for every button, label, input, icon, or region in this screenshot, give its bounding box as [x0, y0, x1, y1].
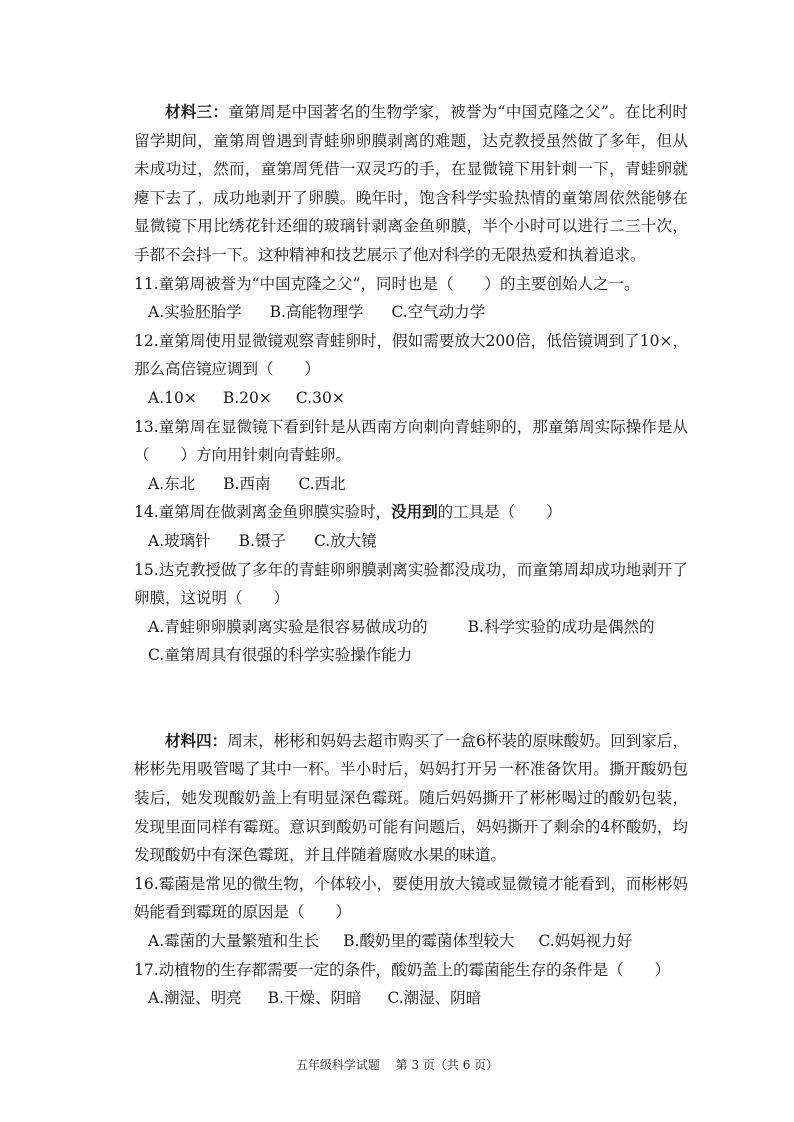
question-14-stem: 14.童第周在做剥离金鱼卵膜实验时，没用到的工具是（ ）: [134, 502, 562, 522]
question-12-option-a[interactable]: A.10×: [148, 388, 197, 407]
question-11-stem: 11.童第周被誉为“中国克隆之父”，同时也是（ ）的主要创始人之一。: [134, 274, 640, 293]
material-3-paragraph: [134, 98, 688, 270]
question-13-option-a[interactable]: A.东北: [148, 474, 196, 493]
page-content: [134, 98, 688, 1013]
question-12-stem: 12.童第周使用显微镜观察青蛙卵时，假如需要放大200倍，低倍镜调到了10×，那么高倍镜应调到（ ）: [134, 331, 688, 379]
question-15-options-row-2: [134, 641, 688, 670]
question-15-option-a[interactable]: A.青蛙卵卵膜剥离实验是很容易做成功的: [148, 617, 428, 636]
question-12-option-c[interactable]: C.30×: [295, 388, 345, 407]
question-11-option-a[interactable]: A.实验胚胎学: [148, 303, 242, 322]
question-14-emphasis: 没用到: [391, 502, 438, 522]
question-14-option-a[interactable]: A.玻璃针: [148, 531, 211, 550]
question-16-option-c[interactable]: C.妈妈视力好: [538, 932, 633, 951]
question-11-option-c[interactable]: C.空气动力学: [391, 303, 486, 322]
question-16-option-b[interactable]: B.酸奶里的霉菌体型较大: [343, 932, 515, 951]
question-14-option-c[interactable]: C.放大镜: [313, 531, 377, 550]
question-11-options: [134, 298, 688, 327]
page-footer: 五年级科学试题 第 3 页（共 6 页）: [295, 1058, 499, 1072]
question-17-option-a[interactable]: A.潮湿、明亮: [148, 989, 242, 1008]
material-4-lead: 材料四：: [165, 730, 228, 750]
question-13-stem: 13.童第周在显微镜下看到针是从西南方向刺向青蛙卵的，那童第周实际操作是从（ ）方向用针刺向青蛙卵。: [134, 417, 688, 465]
question-17-options: [134, 984, 688, 1013]
section-gap: [134, 670, 688, 727]
question-12-options: [134, 384, 688, 413]
question-14-option-b[interactable]: B.镊子: [238, 531, 286, 550]
question-17-option-b[interactable]: B.干燥、阴暗: [267, 989, 362, 1008]
question-16-options: [134, 927, 688, 956]
material-3-text: 童第周是中国著名的生物学家，被誉为“中国克隆之父”。在比利时留学期间，童第周曾遇到青蛙卵卵膜剥离的难题，达克教授虽然做了多年，但从未成功过，然而，童第周凭借一双灵巧的手，在显微镜下用针刺一下，青蛙卵就瘪下去了，成功地剥开了卵膜。晚年时，饱含科学实验热情的童第周依然能够在显微镜下用比绣花针还细的玻璃针剥离金鱼卵膜，半个小时可以进行二三十次，手都不会抖一下。这种精神和技艺展示了他对科学的无限热爱和执着追求。: [134, 103, 688, 264]
question-16-option-a[interactable]: A.霉菌的大量繁殖和生长: [148, 932, 320, 951]
material-3-lead: 材料三：: [165, 102, 229, 121]
question-13-options: [134, 470, 688, 499]
question-14-options: [134, 527, 688, 556]
question-15-stem: 15.达克教授做了多年的青蛙卵卵膜剥离实验都没成功，而童第周却成功地剥开了卵膜，这说明（ ）: [134, 560, 688, 608]
question-13-option-c[interactable]: C.西北: [298, 474, 346, 493]
material-4-text: 周末，彬彬和妈妈去超市购买了一盒6杯装的原味酸奶。回到家后，彬彬先用吸管喝了其中一杯。半小时后，妈妈打开另一杯准备饮用。撕开酸奶包装后，她发现酸奶盖上有明显深色霉斑。随后妈妈撕开了彬彬喝过的酸奶包装，发现里面同样有霉斑。意识到酸奶可能有问题后，妈妈撕开了剩余的4杯酸奶，均发现酸奶中有深色霉斑，并且伴随着腐败水果的味道。: [134, 731, 688, 865]
question-15-option-c[interactable]: C.童第周具有很强的科学实验操作能力: [148, 646, 413, 665]
material-4-paragraph: [134, 727, 688, 870]
question-12-option-b[interactable]: B.20×: [222, 388, 272, 407]
question-17-option-c[interactable]: C.潮湿、阴暗: [387, 989, 482, 1008]
question-11-option-b[interactable]: B.高能物理学: [269, 303, 364, 322]
question-15-option-b[interactable]: B.科学实验的成功是偶然的: [467, 617, 655, 636]
question-13-option-b[interactable]: B.西南: [223, 474, 271, 493]
question-16-stem: 16.霉菌是常见的微生物，个体较小，要使用放大镜或显微镜才能看到，而彬彬妈妈能看到霉斑的原因是（ ）: [134, 874, 688, 922]
question-17-stem: 17.动植物的生存都需要一定的条件，酸奶盖上的霉菌能生存的条件是（ ）: [134, 960, 671, 979]
question-15-options: [134, 613, 688, 642]
